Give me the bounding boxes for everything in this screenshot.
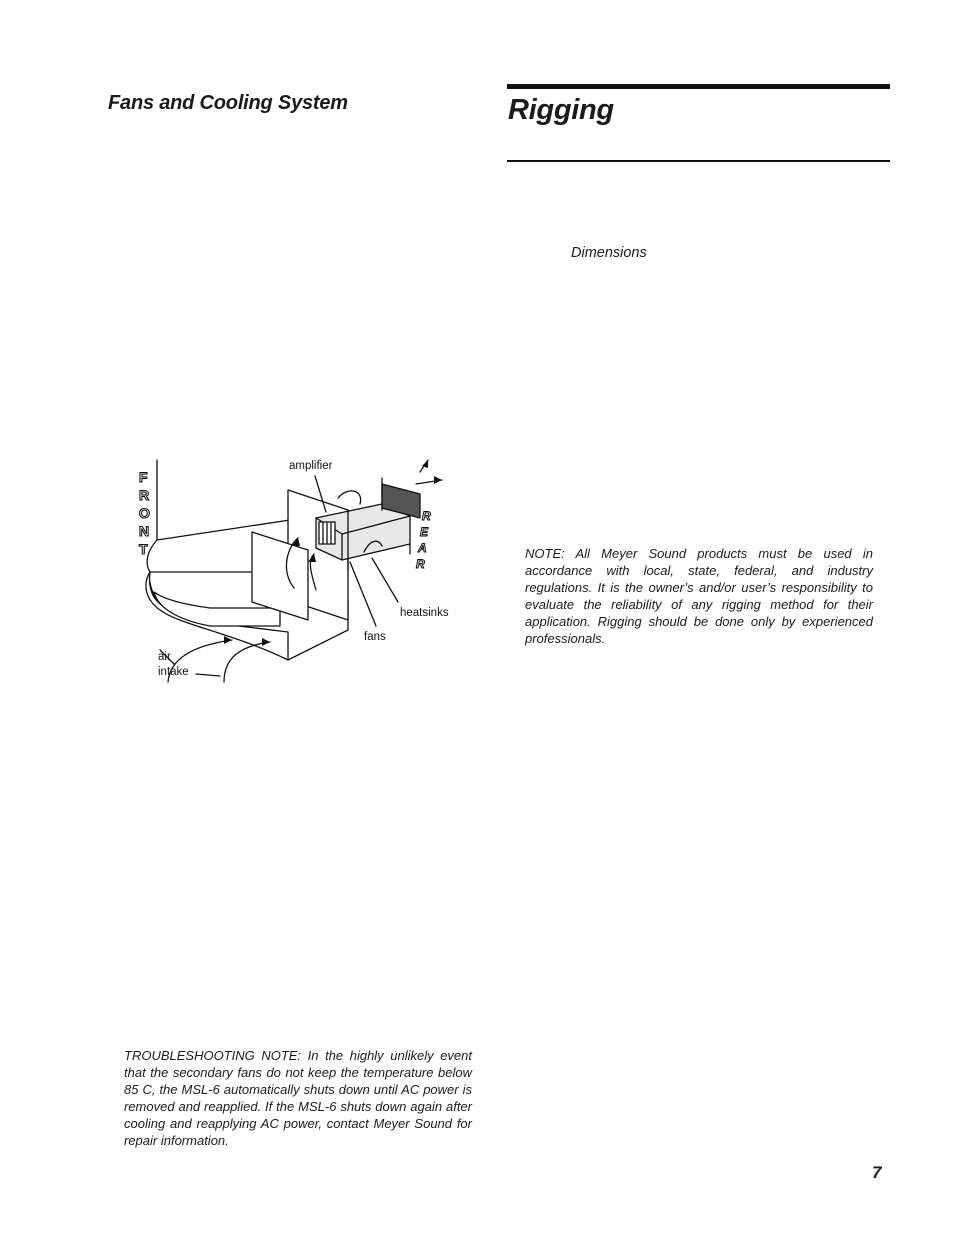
rear-letter-a: A <box>418 541 427 555</box>
airflow-arrow-2 <box>224 642 270 682</box>
rigging-bottom-rule <box>507 160 890 162</box>
label-intake: intake <box>158 666 189 678</box>
cooling-airflow-figure <box>120 450 480 690</box>
fans-cooling-heading: Fans and Cooling System <box>108 92 348 114</box>
front-letter-t: T <box>139 541 148 557</box>
note-body: All Meyer Sound products must be used in accordance with local, state, federal, and industry regulations. It is the owner’s and/or user’s responsibility to evaluate the reliability of any rigging method for their application. Rigging should be done only by experienced professionals. <box>525 546 873 646</box>
troubleshooting-lead: TROUBLESHOOTING NOTE: <box>124 1048 302 1063</box>
rear-letter-e: E <box>420 525 429 539</box>
label-fans: fans <box>364 631 386 643</box>
note-lead: NOTE: <box>525 546 565 561</box>
front-letter-o: O <box>139 505 150 521</box>
page-number: 7 <box>872 1163 882 1182</box>
troubleshooting-note <box>124 1047 472 1149</box>
rear-letter-r: R <box>422 509 431 523</box>
rigging-safety-note <box>525 545 873 647</box>
front-letter-r: R <box>139 487 150 503</box>
front-letter-n: N <box>139 523 150 539</box>
label-amplifier: amplifier <box>289 460 333 472</box>
rigging-top-rule <box>507 84 890 89</box>
rigging-heading: Rigging <box>508 94 614 126</box>
front-letter-f: F <box>139 469 148 485</box>
label-heatsinks: heatsinks <box>400 607 449 619</box>
label-air: air <box>158 651 171 663</box>
airflow-arrow-5 <box>338 491 361 504</box>
rear-letter-r2: R <box>416 557 425 571</box>
dimensions-label: Dimensions <box>571 245 647 261</box>
troubleshooting-body: In the highly unlikely event that the secondary fans do not keep the temperature below 85 C, the MSL-6 automatically shuts down until AC power is removed and reapplied. If the MSL-6 shuts down again after cooling and reapplying AC power, contact Meyer Sound for repair information. <box>124 1048 472 1148</box>
